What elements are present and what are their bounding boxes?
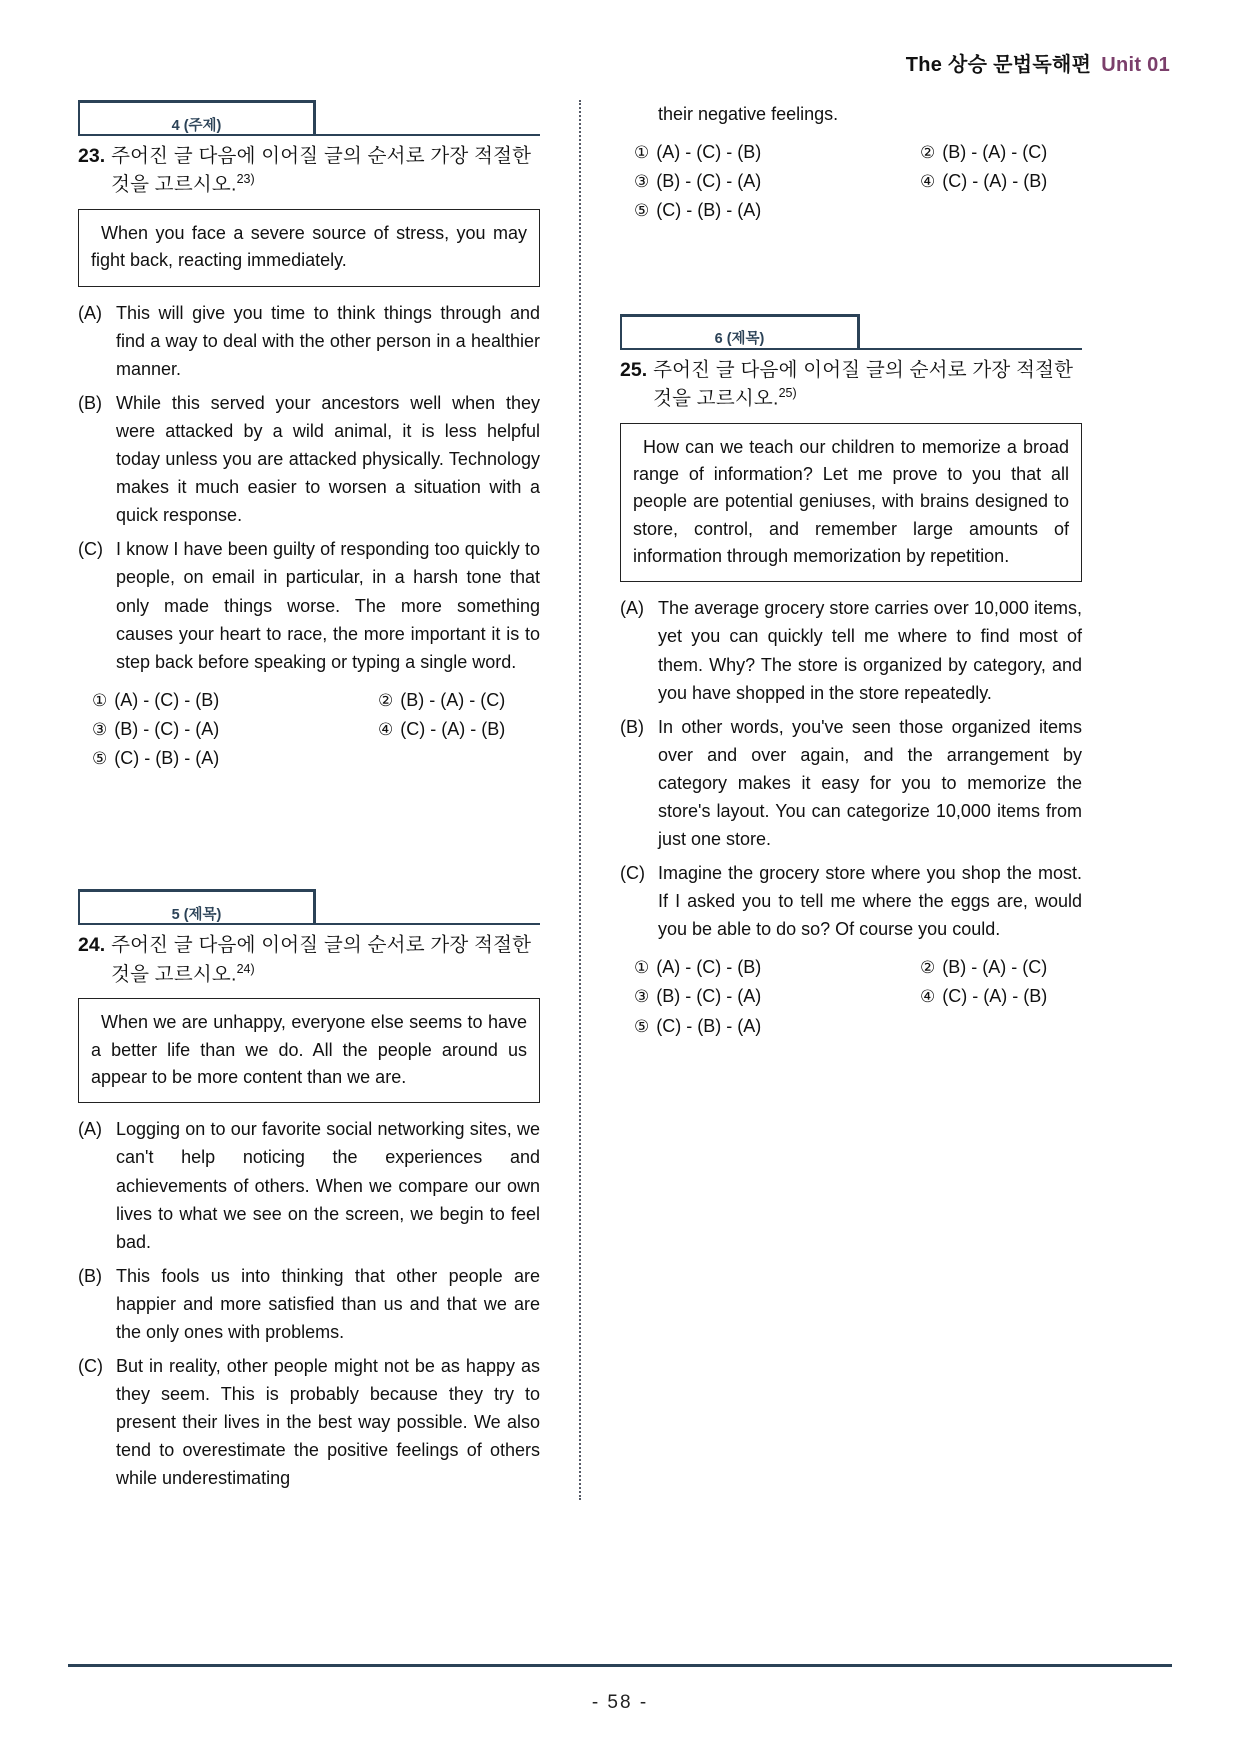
question-24-choice-2[interactable]: [906, 138, 1047, 167]
section-4-tab-label: 4 (주제): [171, 117, 222, 134]
question-24-prompt: [78, 931, 540, 988]
question-25-choice-1[interactable]: [620, 953, 906, 982]
choice-label-5: (C) - (B) - (A): [114, 748, 220, 769]
question-25-passage: How can we teach our children to memorize a broad range of information? Let me prove to you that all people are potential geniuses, with brains designed to store, control, and remember large amounts of information through memorization by repetition.: [633, 436, 1069, 567]
para-text-c: But in reality, other people might not be as happy as they seem. This is probably because they try to present their lives in the best way possible. We also tend to overestimate the positive feelings of others while underestimating: [116, 1355, 540, 1489]
section-6-tab-label: 6 (제목): [714, 331, 765, 348]
choice-label-3: (B) - (C) - (A): [656, 171, 762, 192]
question-24-passage-box: [78, 998, 540, 1103]
para-label-c: (C): [620, 863, 645, 884]
footer-page-number: - 58 -: [591, 1692, 649, 1713]
choice-marker-1: ①: [634, 143, 650, 163]
choice-label-3: (B) - (C) - (A): [656, 986, 762, 1007]
question-23-passage: When you face a severe source of stress, you may fight back, reacting immediately.: [91, 223, 527, 271]
choice-marker-5: ⑤: [634, 1016, 650, 1036]
question-25-para-b: [620, 713, 1082, 853]
question-24-number: 24.: [78, 934, 106, 957]
para-text-a: The average grocery store carries over 10,000 items, yet you can quickly tell me where to find most of them. Why? The store is organized by category, and you have shopped in the store repeatedly.: [658, 598, 1082, 703]
footer-rule: [68, 1664, 1172, 1667]
choice-label-5: (C) - (B) - (A): [656, 1015, 762, 1036]
para-label-b: (B): [620, 716, 644, 737]
para-label-b: (B): [78, 1265, 102, 1286]
question-23-para-a: [78, 299, 540, 383]
para-text-b: While this served your ancestors well when they were attacked by a wild animal, it is less helpful today unless you are attacked physically. Technology makes it much easier to worsen a situation with a quick response.: [116, 392, 540, 526]
para-label-a: (A): [78, 1119, 102, 1140]
question-24-para-a: [78, 1115, 540, 1255]
question-24-footnote: 24): [236, 961, 255, 976]
choice-label-2: (B) - (A) - (C): [942, 142, 1048, 163]
choice-marker-4: ④: [920, 172, 936, 192]
choice-label-4: (C) - (A) - (B): [942, 171, 1048, 192]
right-column: [600, 100, 1082, 1630]
choice-label-5: (C) - (B) - (A): [656, 200, 762, 221]
question-23-text: 주어진 글 다음에 이어질 글의 순서로 가장 적절한 것을 고르시오.: [111, 145, 532, 196]
section-spacer: [620, 230, 1082, 314]
choice-label-3: (B) - (C) - (A): [114, 718, 220, 739]
question-23-para-b: [78, 389, 540, 529]
para-text-c: I know I have been guilty of responding too quickly to people, on email in particular, in a harsh tone that only made things worse. The more something causes your heart to race, the more important it is to step back before speaking or typing a single word.: [116, 539, 540, 672]
question-23-choice-2[interactable]: [364, 686, 505, 715]
question-24-passage: When we are unhappy, everyone else seems to have a better life than we do. All the people around us appear to be more content than we are.: [91, 1012, 527, 1087]
choice-marker-4: ④: [378, 719, 394, 739]
para-label-b: (B): [78, 392, 102, 413]
question-23-prompt: [78, 142, 540, 199]
question-24-para-b: [78, 1262, 540, 1346]
question-24-para-c: [78, 1352, 540, 1492]
section-5-tab-label: 5 (제목): [171, 906, 222, 923]
choice-marker-2: ②: [920, 143, 936, 163]
choice-marker-5: ⑤: [92, 749, 108, 769]
para-label-c: (C): [78, 539, 103, 560]
question-23-footnote: 23): [236, 172, 255, 187]
question-23-para-c: [78, 535, 540, 675]
para-text-b: In other words, you've seen those organized items over and over again, and the arrangement by category makes it easy for you to memorize the store's layout. You can categorize 10,000 items from just one store.: [658, 716, 1082, 849]
choice-label-4: (C) - (A) - (B): [942, 986, 1048, 1007]
section-6-header: [620, 314, 1082, 350]
question-25-choice-4[interactable]: [906, 982, 1047, 1011]
para-text-a: This will give you time to think things through and find a way to deal with the other person in a healthier manner.: [116, 302, 540, 379]
section-5-tab: [78, 889, 316, 924]
section-spacer: [78, 777, 540, 889]
question-25-footnote: 25): [778, 385, 797, 400]
question-25-number: 25.: [620, 358, 648, 381]
choice-label-1: (A) - (C) - (B): [656, 142, 762, 163]
choice-label-2: (B) - (A) - (C): [942, 957, 1048, 978]
choice-marker-1: ①: [92, 690, 108, 710]
page-header: [906, 48, 1170, 77]
choice-marker-2: ②: [378, 690, 394, 710]
question-24-choice-4[interactable]: [906, 167, 1047, 196]
question-25-text: 주어진 글 다음에 이어질 글의 순서로 가장 적절한 것을 고르시오.: [653, 358, 1074, 410]
para-text-b: This fools us into thinking that other people are happier and more satisfied than us and that we are the only ones with problems.: [116, 1265, 540, 1342]
question-25-choice-3[interactable]: [620, 982, 906, 1011]
question-25-passage-box: [620, 423, 1082, 583]
question-23-passage-box: [78, 209, 540, 287]
para-label-a: (A): [620, 598, 644, 619]
choice-marker-2: ②: [920, 958, 936, 978]
header-unit: Unit 01: [1101, 54, 1170, 76]
section-5-header: [78, 889, 540, 925]
question-24-para-c-continuation: [620, 100, 1082, 128]
question-25-prompt: [620, 356, 1082, 413]
question-23-choice-3[interactable]: [78, 715, 364, 744]
column-divider: [560, 100, 600, 1630]
section-6-tab: [620, 314, 860, 349]
question-24-choice-5[interactable]: [620, 196, 906, 225]
question-23-choices: [78, 686, 540, 773]
question-23-choice-1[interactable]: [78, 686, 364, 715]
choice-marker-3: ③: [634, 987, 650, 1007]
choice-marker-1: ①: [634, 958, 650, 978]
continuation-indent: [620, 100, 658, 128]
question-24-text: 주어진 글 다음에 이어질 글의 순서로 가장 적절한 것을 고르시오.: [111, 934, 532, 985]
question-25-para-c: [620, 859, 1082, 943]
section-4-header: [78, 100, 540, 136]
question-23-choice-5[interactable]: [78, 744, 364, 773]
choice-label-2: (B) - (A) - (C): [400, 689, 506, 710]
choice-marker-3: ③: [92, 719, 108, 739]
question-23-choice-4[interactable]: [364, 715, 505, 744]
continuation-text: their negative feelings.: [658, 104, 839, 124]
column-divider-rule: [579, 100, 581, 1500]
choice-marker-4: ④: [920, 987, 936, 1007]
question-24-choice-3[interactable]: [620, 167, 906, 196]
choice-label-1: (A) - (C) - (B): [656, 957, 762, 978]
choice-marker-5: ⑤: [634, 201, 650, 221]
two-column-layout: [78, 100, 1162, 1630]
question-24-choices: [620, 138, 1082, 225]
question-23-number: 23.: [78, 145, 106, 167]
question-25-para-a: [620, 594, 1082, 706]
question-24-choice-1[interactable]: [620, 138, 906, 167]
para-text-c: Imagine the grocery store where you shop the most. If I asked you to tell me where the eggs are, would you be able to do so? Of course you could.: [658, 863, 1082, 940]
section-4-tab: [78, 100, 316, 135]
header-title: The 상승 문법독해편: [905, 54, 1092, 76]
choice-label-1: (A) - (C) - (B): [114, 689, 220, 710]
para-label-a: (A): [78, 302, 102, 323]
para-label-c: (C): [78, 1355, 103, 1376]
choice-label-4: (C) - (A) - (B): [400, 718, 506, 739]
left-column: [78, 100, 560, 1630]
choice-marker-3: ③: [634, 172, 650, 192]
para-text-a: Logging on to our favorite social networking sites, we can't help noticing the experiences and achievements of others. When we compare our own lives to what we see on the screen, we begin to feel bad.: [116, 1119, 540, 1252]
question-25-choice-2[interactable]: [906, 953, 1047, 982]
question-25-choice-5[interactable]: [620, 1012, 906, 1041]
question-25-choices: [620, 953, 1082, 1040]
